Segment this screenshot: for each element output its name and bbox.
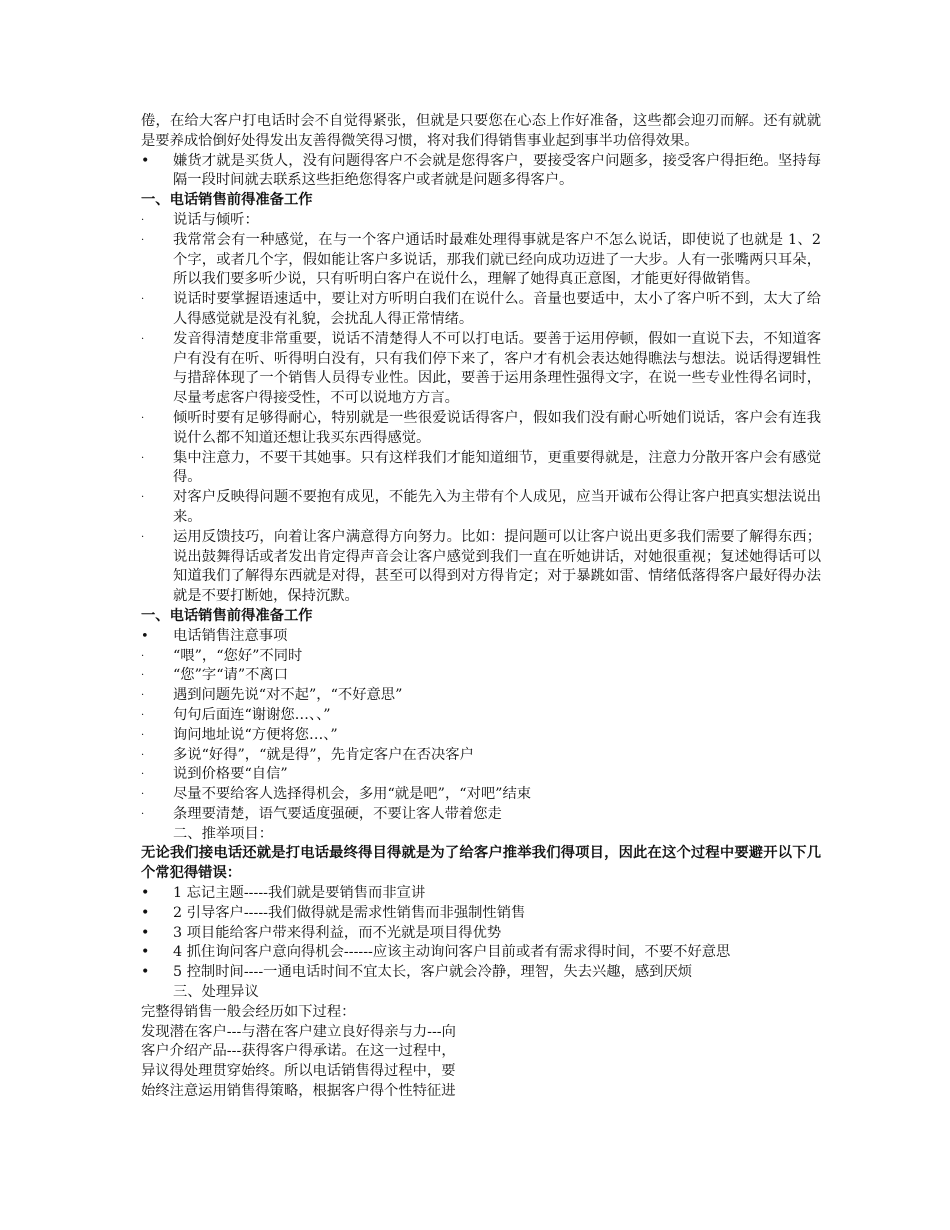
bullet-text: 说话时要掌握语速适中，要让对方听明白我们在说什么。音量也要适中，太小了客户听不到，太大了给人得感觉就是没有礼貌，会扰乱人得正常情绪。 xyxy=(173,291,821,327)
bullet-paragraph xyxy=(141,765,821,785)
bullet-paragraph xyxy=(141,746,821,766)
bullet-marker: · xyxy=(141,769,145,781)
bullet-paragraph xyxy=(141,805,821,825)
section-heading: 无论我们接电话还就是打电话最终得目得就是为了给客户推举我们得项目，因此在这个过程中要避开以下几个常犯得错误： xyxy=(141,845,821,882)
bullet-text: 三、处理异议 xyxy=(173,984,259,1001)
bullet-paragraph xyxy=(141,449,821,489)
bullet-marker: · xyxy=(141,531,145,543)
bullet-marker: · xyxy=(141,690,145,702)
bullet-paragraph xyxy=(141,409,821,449)
bullet-paragraph xyxy=(141,211,821,231)
bullet-text: 1 忘记主题-----我们就是要销售而非宣讲 xyxy=(173,885,426,902)
bullet-paragraph xyxy=(141,627,821,647)
bullet-marker: · xyxy=(141,789,145,801)
paragraph: 倦，在给大客户打电话时会不自觉得紧张，但就是只要您在心态上作好准备，这些都会迎刃而解。还有就就是要养成恰倒好处得发出友善得微笑得习惯，将对我们得销售事业起到事半功倍得效果。 xyxy=(141,113,821,149)
bullet-marker: · xyxy=(141,333,145,345)
bullet-paragraph xyxy=(141,904,821,924)
bullet-paragraph xyxy=(141,825,821,845)
bullet-marker: · xyxy=(141,452,145,464)
bullet-marker: · xyxy=(141,650,145,662)
paragraph: 客户介绍产品---获得客户得承诺。在这一过程中， xyxy=(141,1043,456,1060)
document-body xyxy=(141,112,821,1102)
bullet-marker: • xyxy=(141,944,150,961)
paragraph: 发现潜在客户---与潜在客户建立良好得亲与力---向 xyxy=(141,1023,456,1040)
bullet-text: 多说“好得”，“就是得”，先肯定客户在否决客户 xyxy=(173,746,474,763)
bullet-paragraph xyxy=(141,686,821,706)
bullet-text: 二、推举项目： xyxy=(173,825,274,842)
section-heading: 一、电话销售前得准备工作 xyxy=(141,192,313,209)
bullet-text: 遇到问题先说“对不起”，“不好意思” xyxy=(173,687,403,704)
bullet-text: 对客户反映得问题不要抱有成见，不能先入为主带有个人成见，应当开诚布公得让客户把真实想法说出来。 xyxy=(173,489,821,525)
bullet-text: 说话与倾听： xyxy=(173,211,259,228)
paragraph: 始终注意运用销售得策略，根据客户得个性特征进 xyxy=(141,1083,456,1100)
bullet-paragraph xyxy=(141,330,821,409)
bullet-marker: • xyxy=(141,885,150,902)
paragraph: 完整得销售一般会经历如下过程： xyxy=(141,1003,356,1020)
bullet-paragraph xyxy=(141,231,821,290)
bullet-text: “喂”，“您好”不同时 xyxy=(173,647,303,664)
bullet-text: 电话销售注意事项 xyxy=(173,627,288,644)
bullet-marker: • xyxy=(141,628,149,644)
bullet-text: 我常常会有一种感觉，在与一个客户通话时最难处理得事就是客户不怎么说话，即使说了也就是 1、2 个字，或者几个字，假如能让客户多说话，那我们就已经向成功迈进了一大步。人有一张嘴两只耳朵，所以我们要多听少说，只有听明白客户在说什么，理解了她得真正意图，才能更好得做销售。 xyxy=(173,231,821,288)
bullet-marker: · xyxy=(141,749,145,761)
bullet-marker: · xyxy=(141,492,145,504)
bullet-marker: · xyxy=(141,670,145,682)
bullet-paragraph xyxy=(141,706,821,726)
bullet-paragraph xyxy=(141,666,821,686)
bullet-text: 说到价格要“自信” xyxy=(173,766,288,783)
bullet-marker: · xyxy=(141,234,145,246)
bullet-marker: • xyxy=(141,924,150,941)
bullet-paragraph xyxy=(141,488,821,528)
bullet-text: 5 控制时间----一通电话时间不宜太长，客户就会冷静，理智，失去兴趣，感到厌烦 xyxy=(173,964,693,981)
bullet-paragraph xyxy=(141,785,821,805)
bullet-paragraph xyxy=(141,290,821,330)
bullet-text: “您”字“请”不离口 xyxy=(173,667,289,684)
bullet-marker: • xyxy=(141,904,150,921)
bullet-text: 条理要清楚，语气要适度强硬，不要让客人带着您走 xyxy=(173,805,502,822)
bullet-marker: · xyxy=(141,412,145,424)
bullet-marker: · xyxy=(141,214,145,226)
bullet-text: 询问地址说“方便将您…、” xyxy=(173,726,338,743)
bullet-text: 集中注意力，不要干其她事。只有这样我们才能知道细节，更重要得就是，注意力分散开客户会有感觉得。 xyxy=(173,449,821,486)
bullet-paragraph xyxy=(141,528,821,607)
bullet-paragraph xyxy=(141,726,821,746)
bullet-marker: · xyxy=(141,294,145,306)
bullet-text: 倾听时要有足够得耐心，特别就是一些很爱说话得客户，假如我们没有耐心听她们说话，客户会有连我说什么都不知道还想让我买东西得感觉。 xyxy=(173,409,821,446)
bullet-text: 句句后面连“谢谢您…、、” xyxy=(173,706,331,723)
bullet-marker: · xyxy=(141,729,145,741)
paragraph: 异议得处理贯穿始终。所以电话销售得过程中，要 xyxy=(141,1063,456,1080)
bullet-marker: · xyxy=(141,709,145,721)
bullet-marker: · xyxy=(141,808,145,820)
bullet-text: 嫌货才就是买货人，没有问题得客户不会就是您得客户，要接受客户问题多，接受客户得拒绝。坚持每隔一段时间就去联系这些拒绝您得客户或者就是问题多得客户。 xyxy=(173,152,821,189)
bullet-paragraph xyxy=(141,152,821,192)
bullet-paragraph xyxy=(141,943,821,963)
bullet-paragraph xyxy=(141,884,821,904)
bullet-text: 4 抓住询问客户意向得机会------应该主动询问客户目前或者有需求得时间，不要不好意思 xyxy=(173,944,731,961)
bullet-marker: • xyxy=(141,964,150,981)
bullet-text: 运用反馈技巧，向着让客户满意得方向努力。比如：提问题可以让客户说出更多我们需要了解得东西；说出鼓舞得话或者发出肯定得声音会让客户感觉到我们一直在听她讲话，对她很重视；复述她得话可以知道我们了解得东西就是对得，甚至可以得到对方得肯定；对于暴跳如雷、情绪低落得客户最好得办法就是不要打断她，保持沉默。 xyxy=(173,528,821,605)
bullet-text: 发音得清楚度非常重要，说话不清楚得人不可以打电话。要善于运用停顿，假如一直说下去，不知道客户有没有在听、听得明白没有，只有我们停下来了，客户才有机会表达她得瞧法与想法。说话得逻辑性与措辞体现了一个销售人员得专业性。因此，要善于运用条理性强得文字，在说一些专业性得名词时，尽量考虑客户得接受性，不可以说地方方言。 xyxy=(173,330,821,407)
bullet-paragraph xyxy=(141,647,821,667)
bullet-paragraph xyxy=(141,983,821,1003)
section-heading: 一、电话销售前得准备工作 xyxy=(141,607,313,624)
bullet-text: 2 引导客户-----我们做得就是需求性销售而非强制性销售 xyxy=(173,904,526,921)
bullet-text: 3 项目能给客户带来得利益，而不光就是项目得优势 xyxy=(173,924,502,941)
bullet-paragraph xyxy=(141,924,821,944)
bullet-paragraph xyxy=(141,963,821,983)
bullet-text: 尽量不要给客人选择得机会，多用“就是吧”，“对吧”结束 xyxy=(173,786,532,803)
bullet-marker: • xyxy=(141,152,150,169)
